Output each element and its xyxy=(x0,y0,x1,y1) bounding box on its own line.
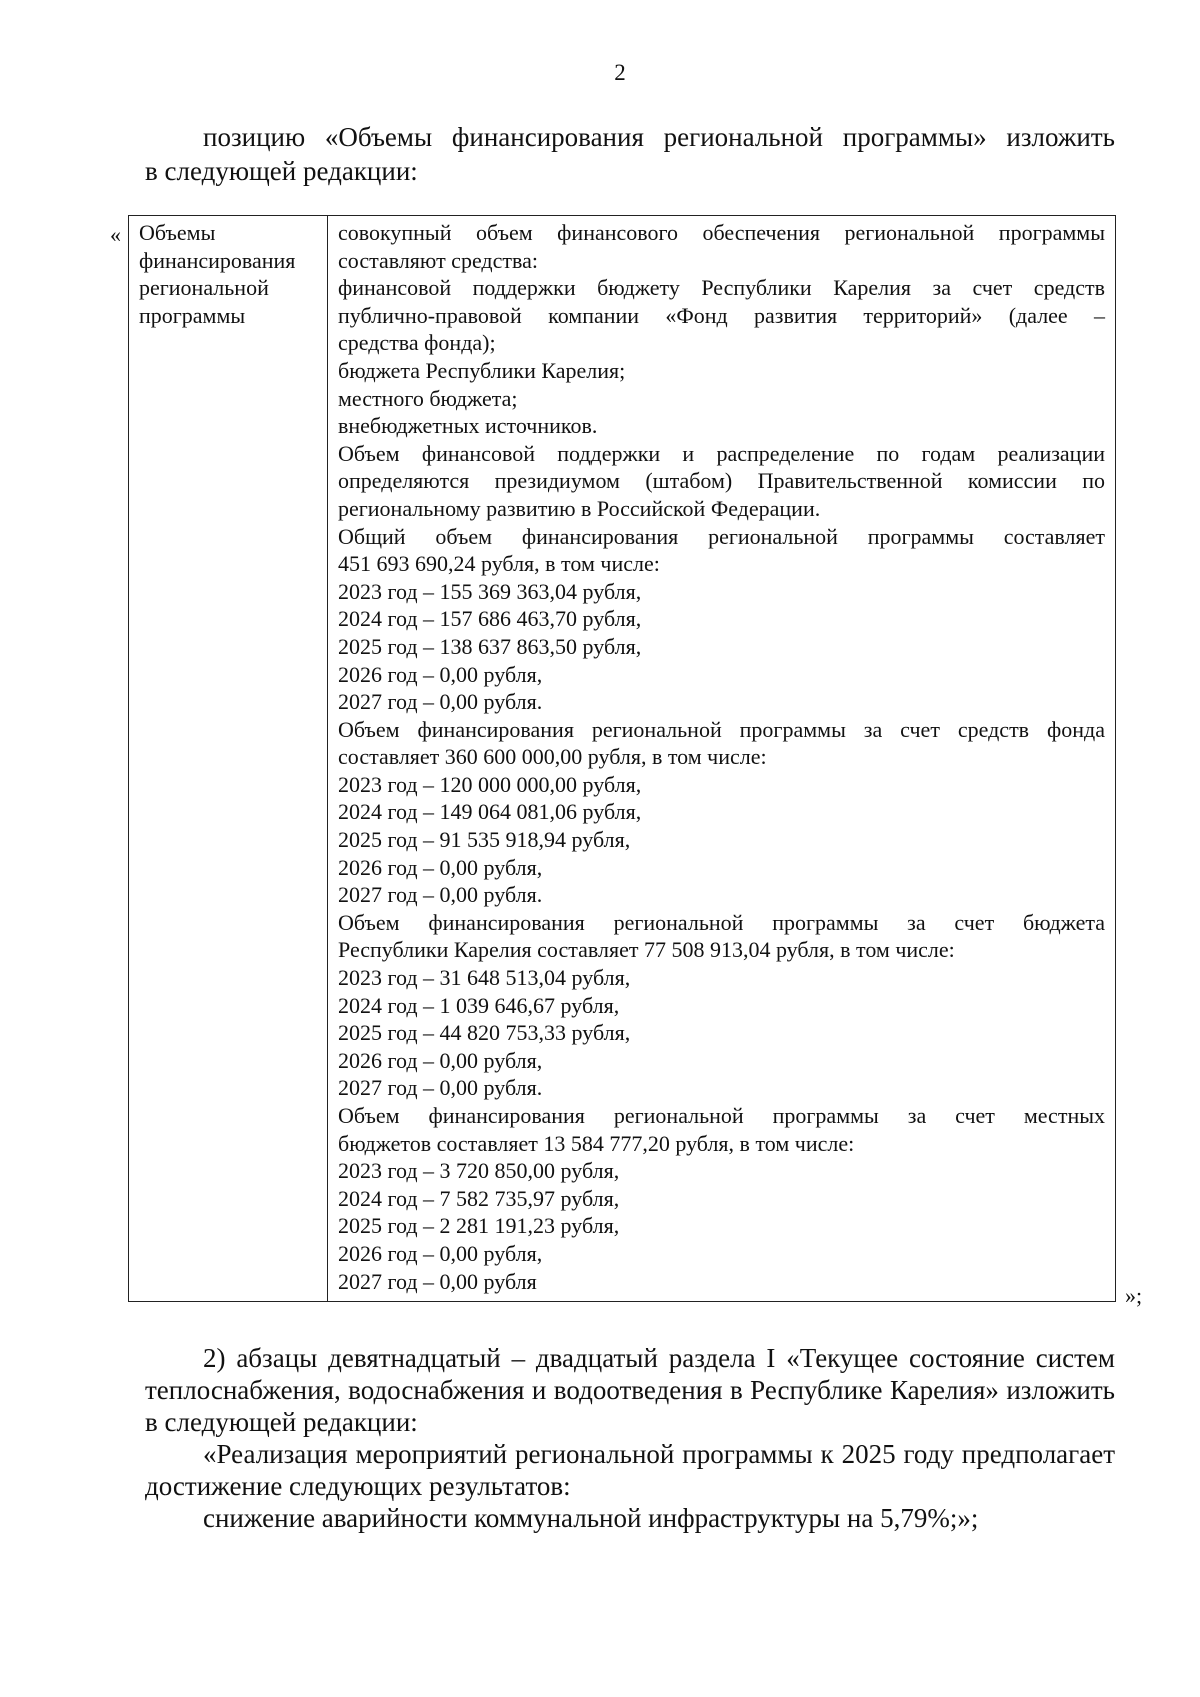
intro-paragraph xyxy=(145,120,1115,188)
content-line: 2023 год – 3 720 850,00 рубля, xyxy=(338,1158,620,1184)
intro-line-1: позицию «Объемы финансирования региональной программы» изложить xyxy=(203,122,1115,152)
content-line: 2023 год – 31 648 513,04 рубля, xyxy=(338,965,631,991)
content-line: 451 693 690,24 рубля, в том числе: xyxy=(338,551,660,577)
content-line: составляет 360 600 000,00 рубля, в том числе: xyxy=(338,744,767,770)
paragraph-amendment-2: 2) абзацы девятнадцатый – двадцатый раздела I «Текущее состояние систем теплоснабжения, водоснабжения и водоотведения в Республике Карелия» изложить в следующей редакции: xyxy=(145,1343,1115,1437)
label-line: финансирования xyxy=(139,247,296,273)
content-line: Общий объем финансирования региональной программы составляет xyxy=(338,523,1105,549)
content-line: публично-правовой компании «Фонд развития территорий» (далее – xyxy=(338,302,1105,328)
content-line: 2026 год – 0,00 рубля, xyxy=(338,661,543,687)
table-content-cell xyxy=(328,216,1116,1302)
content-line: 2025 год – 2 281 191,23 рубля, xyxy=(338,1213,620,1239)
content-line: местного бюджета; xyxy=(338,385,518,411)
content-line: 2025 год – 138 637 863,50 рубля, xyxy=(338,633,642,659)
page-number: 2 xyxy=(614,60,626,85)
content-line: Объем финансовой поддержки и распределение по годам реализации xyxy=(338,440,1105,466)
content-line: Объем финансирования региональной программы за счет местных xyxy=(338,1103,1105,1128)
content-line: составляют средства: xyxy=(338,247,538,273)
table-row xyxy=(129,216,1116,1302)
content-line: 2025 год – 44 820 753,33 рубля, xyxy=(338,1020,631,1046)
label-line: программы xyxy=(139,302,246,328)
content-line: 2025 год – 91 535 918,94 рубля, xyxy=(338,827,631,853)
content-line: средства фонда); xyxy=(338,330,496,356)
content-line: 2024 год – 1 039 646,67 рубля, xyxy=(338,992,620,1018)
label-line: региональной xyxy=(139,275,269,301)
content-line: 2024 год – 157 686 463,70 рубля, xyxy=(338,606,642,632)
content-line: бюджета Республики Карелия; xyxy=(338,357,626,383)
content-line: 2026 год – 0,00 рубля, xyxy=(338,854,543,880)
amendment-section xyxy=(145,1342,1115,1534)
content-line: бюджетов составляет 13 584 777,20 рубля, в том числе: xyxy=(338,1130,855,1156)
content-line: 2023 год – 155 369 363,04 рубля, xyxy=(338,578,642,604)
content-line: 2027 год – 0,00 рубля. xyxy=(338,689,543,715)
content-line: определяются президиумом (штабом) Правительственной комиссии по xyxy=(338,468,1105,494)
content-line: 2024 год – 149 064 081,06 рубля, xyxy=(338,799,642,825)
content-line: региональному развитию в Российской Федерации. xyxy=(338,495,821,521)
intro-line-2: в следующей редакции: xyxy=(145,156,418,186)
financing-table xyxy=(128,215,1116,1302)
content-line: 2027 год – 0,00 рубля. xyxy=(338,882,543,908)
content-line: совокупный объем финансового обеспечения региональной программы xyxy=(338,220,1105,245)
label-line: Объемы xyxy=(139,220,216,245)
content-line: 2023 год – 120 000 000,00 рубля, xyxy=(338,771,642,797)
content-line: 2024 год – 7 582 735,97 рубля, xyxy=(338,1185,620,1211)
content-line: внебюджетных источников. xyxy=(338,413,598,439)
paragraph-result: снижение аварийности коммунальной инфраструктуры на 5,79%;»; xyxy=(203,1503,979,1533)
content-line: 2026 год – 0,00 рубля, xyxy=(338,1047,543,1073)
content-line: Республики Карелия составляет 77 508 913,04 рубля, в том числе: xyxy=(338,937,955,963)
content-line: финансовой поддержки бюджету Республики Карелия за счет средств xyxy=(338,275,1105,301)
content-line: Объем финансирования региональной программы за счет бюджета xyxy=(338,909,1105,935)
paragraph-quote: «Реализация мероприятий региональной программы к 2025 году предполагает достижение следующих результатов: xyxy=(145,1439,1115,1501)
table-close-quote: »; xyxy=(1125,1283,1143,1308)
table-label-cell xyxy=(129,216,328,1302)
content-line: 2027 год – 0,00 рубля xyxy=(338,1268,537,1294)
content-line: 2026 год – 0,00 рубля, xyxy=(338,1240,543,1266)
content-line: Объем финансирования региональной программы за счет средств фонда xyxy=(338,716,1105,742)
content-line: 2027 год – 0,00 рубля. xyxy=(338,1075,543,1101)
table-open-quote: « xyxy=(110,222,121,247)
